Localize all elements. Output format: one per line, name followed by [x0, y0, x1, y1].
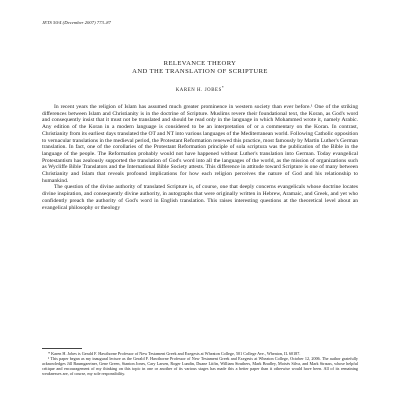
article-title-line-2: AND THE TRANSLATION OF SCRIPTURE: [132, 68, 268, 75]
author-name-text: KAREN H. JOBES: [175, 87, 222, 93]
footnote-author-bio: * Karen H. Jobes is Gerald F. Hawthorne Professor of New Testament Greek and Exegesis at Wheaton College, 501 College Ave., Wheaton, IL 60187.: [48, 351, 301, 356]
footnote-separator-rule: [42, 348, 82, 349]
footnotes: [42, 351, 358, 376]
body-paragraph-1: In recent years the religion of Islam has assumed much greater prominence in western society than ever before.¹ One of the striking differences between Islam and Christianity is in the doctrine of Scripture. Muslims revere their foundational text, the Koran, as God's word and consequently insist that it must not be translated and should be read only in the language in which Mohammed wrote it, namely Arabic. Any edition of the Koran in a modern language is considered to be an interpretation of or a commentary on the Koran. In contrast, Christianity from its earliest days translated the OT and NT into various languages of the Mediterranean world. Following Catholic opposition to vernacular translations in the medieval period, the Protestant Reformation renewed this practice, most famously by Martin Luther's German translation. In fact, one of the corollaries of the Protestant Reformation principle of sola scriptura was the publication of the Bible in the language of the people. The Reformation probably would not have happened without Luther's translation into German. Today evangelical Protestantism has zealously supported the translation of God's word into all the languages of the world, as the mission of organizations such as Wycliffe Bible Translators and the International Bible Society attests. This difference in attitude toward Scripture is one of many between Christianity and Islam that reveals profound implications for how each religion perceives the nature of God and his relationship to humankind.: [42, 104, 358, 184]
journal-citation-header: JETS 50/4 (December 2007) 773–87: [42, 20, 111, 25]
footnote-1: ¹ This paper began as my inaugural lecture as the Gerald F. Hawthorne Professor of New Testament Greek and Exegesis at Wheaton College, October 12, 2006. The author gratefully acknowledges Jill Baumgaertner, Gene Green, Stanton Jones, Cary Larsen, Roger Lundin, Duane Litfin, William Struthers, Mark Bradley, Moisés Silva, and Mark Strauss, whose helpful critique and encouragement of my thinking on this topic in one or another of its various stages has made this a better paper than it otherwise would have been. All of its remaining weaknesses are, of course, my sole responsibility.: [42, 356, 358, 376]
body-paragraph-2: The question of the divine authority of translated Scripture is, of course, one that deeply concerns evangelicals whose doctrine locates divine inspiration, and consequently divine authority, in autographs that were originally written in Hebrew, Aramaic, and Greek, and yet who confidently preach the authority of God's word in English translation. This raises interesting questions at the theoretical level about an evangelical philosophy or theology: [42, 184, 358, 211]
author-name: [0, 86, 400, 93]
author-footnote-marker: *: [221, 86, 225, 90]
article-body: [42, 104, 358, 211]
article-title-line-1: RELEVANCE THEORY: [163, 60, 237, 67]
